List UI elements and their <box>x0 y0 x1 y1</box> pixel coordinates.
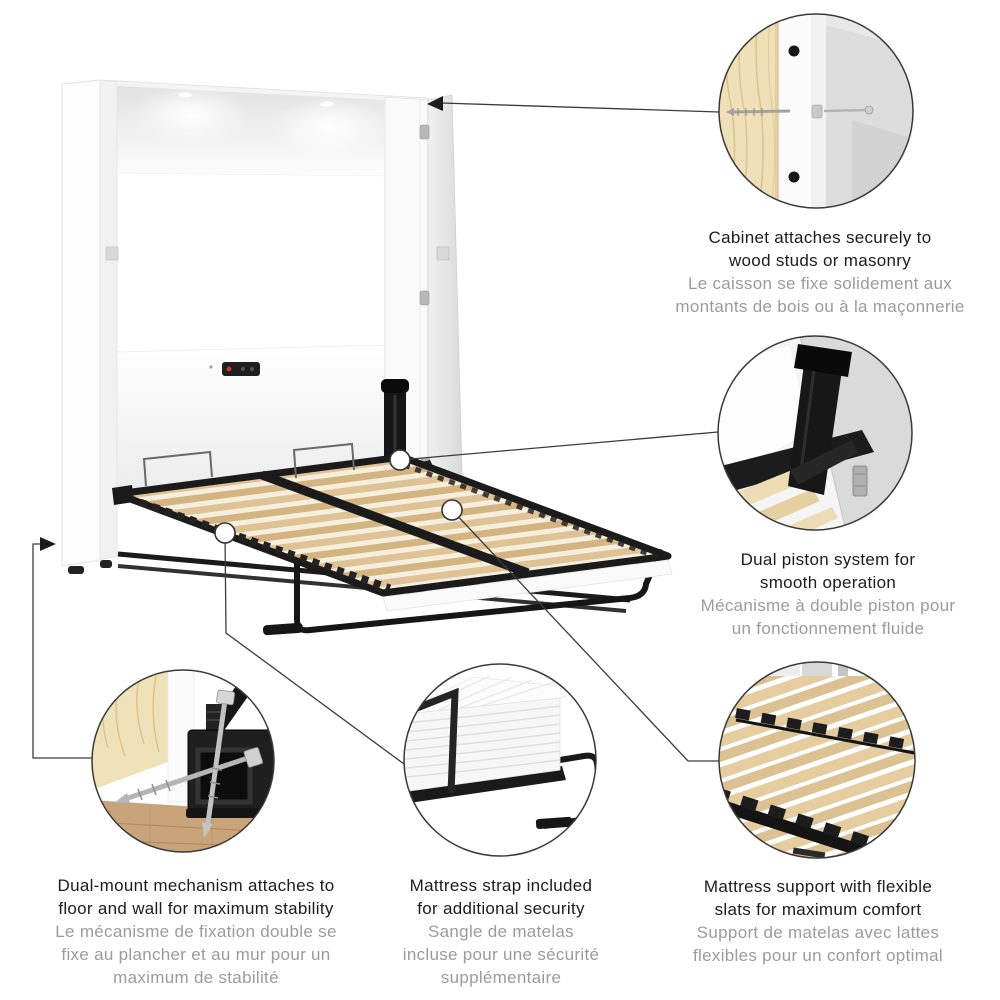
caption-fr-line: Le caisson se fixe solidement aux <box>687 274 953 293</box>
murphy-bed-illustration <box>62 80 672 635</box>
caption-en-line: Dual-mount mechanism attaches to <box>57 876 335 895</box>
caption-fr-line: Sangle de matelas <box>428 922 574 941</box>
caption-fr-line: Le mécanisme de fixation double se <box>55 922 337 941</box>
left-side-panel <box>62 80 100 566</box>
caption-en-line: smooth operation <box>759 573 897 592</box>
wall-clip-icon <box>106 247 118 260</box>
caption-fr-line: flexibles pour un confort optimal <box>693 946 943 965</box>
anchor-dot-dual-piston <box>390 450 410 470</box>
anchor-dot-mattress-strap <box>215 523 235 543</box>
callout-circle-mattress-strap <box>395 664 602 856</box>
leader-line-dual-mount <box>33 544 92 758</box>
callout-caption-cabinet-attachment <box>675 226 964 318</box>
screw-hole-dot <box>789 172 800 183</box>
caption-en-line: Mattress support with flexible <box>703 877 933 896</box>
caption-fr-line: maximum de stabilité <box>113 968 279 987</box>
caption-en-line: Mattress strap included <box>409 876 593 895</box>
callout-caption-dual-piston <box>701 548 956 640</box>
caption-en-line: Dual piston system for <box>740 550 916 569</box>
caption-en-line: Cabinet attaches securely to <box>708 228 932 247</box>
callout-caption-mattress-strap <box>403 874 600 989</box>
deck-hinge-plate <box>112 485 134 505</box>
caption-en-line: wood studs or masonry <box>728 251 912 270</box>
callout-caption-mattress-support <box>693 875 943 967</box>
cabinet-foot <box>68 566 84 574</box>
cabinet-foot <box>100 560 112 568</box>
callout-caption-dual-mount <box>55 874 336 989</box>
leg-foot <box>263 623 304 636</box>
callout-circle-dual-mount <box>92 668 282 853</box>
caption-en-line: floor and wall for maximum stability <box>58 899 334 918</box>
caption-en-line: for additional security <box>417 899 585 918</box>
caption-fr-line: incluse pour une sécurité <box>402 945 600 964</box>
anchor-dot-mattress-support <box>442 500 462 520</box>
caption-en-line: slats for maximum comfort <box>714 900 922 919</box>
arrowhead-dual-mount <box>40 537 56 551</box>
led-light <box>320 102 334 107</box>
screw-hole-dot <box>789 46 800 57</box>
callout-circle-cabinet-attachment <box>719 13 920 211</box>
caption-fr-line: un fonctionnement fluide <box>731 619 925 638</box>
caption-fr-line: Support de matelas avec lattes <box>696 923 940 942</box>
hinge-hardware-icon <box>853 466 867 496</box>
cabinet-back-wall <box>117 173 385 352</box>
callout-circle-dual-piston <box>705 336 913 550</box>
caption-fr-line: montants de bois ou à la maçonnerie <box>675 297 965 316</box>
caption-fr-line: Mécanisme à double piston pour <box>700 596 956 615</box>
caption-fr-line: fixe au plancher et au mur pour un <box>61 945 331 964</box>
callout-circle-mattress-support <box>710 662 924 866</box>
wall-clip-icon <box>437 247 449 260</box>
caption-fr-line: supplémentaire <box>440 968 562 987</box>
led-light <box>178 93 192 98</box>
leader-line-cabinet-attachment <box>441 103 719 112</box>
